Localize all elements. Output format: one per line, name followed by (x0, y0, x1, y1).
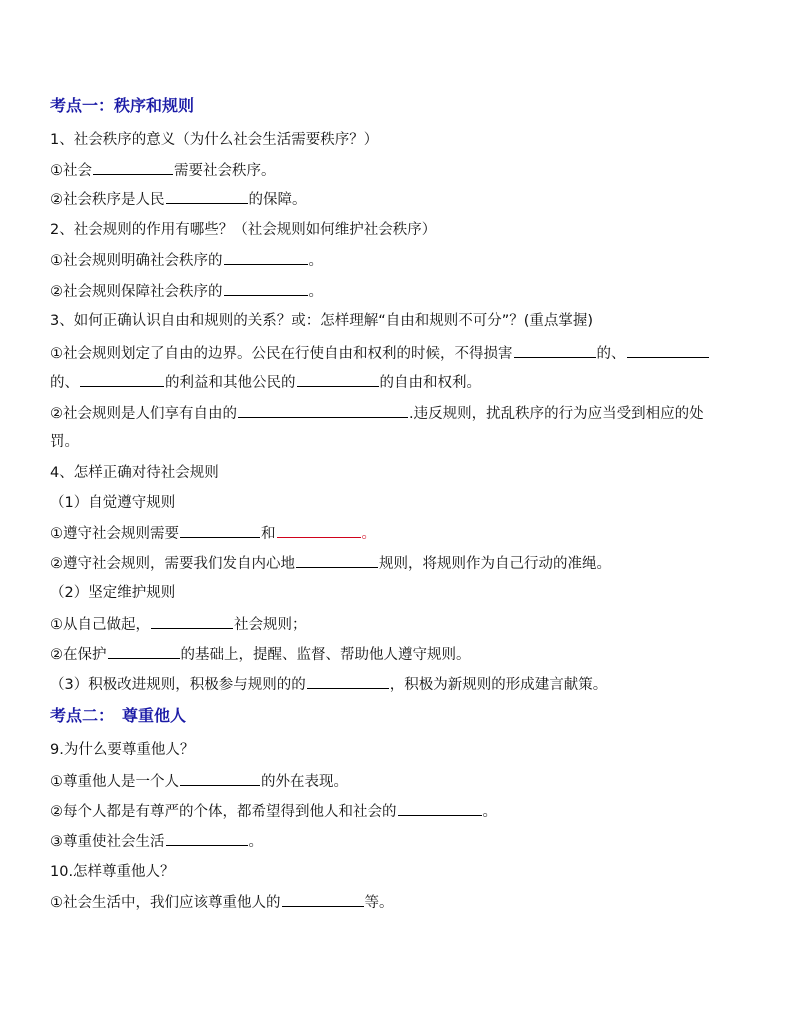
answer-line (50, 801, 497, 822)
answer-text: 的保障。 (248, 192, 307, 208)
answer-blank[interactable] (627, 343, 709, 358)
question-4: 4、怎样正确对待社会规则 (50, 465, 219, 481)
answer-blank[interactable] (224, 250, 308, 265)
answer-text: 的自由和权利。 (379, 375, 481, 391)
answer-line (50, 771, 348, 792)
answer-blank[interactable] (398, 801, 482, 816)
answer-text: ②社会秩序是人民 (50, 192, 165, 208)
answer-blank[interactable] (307, 674, 389, 689)
answer-line (50, 160, 276, 181)
answer-text: 的基础上，提醒、监督、帮助他人遵守规则。 (180, 647, 471, 663)
answer-text: 。 (361, 526, 376, 542)
answer-line (50, 644, 471, 665)
answer-blank[interactable] (282, 892, 364, 907)
question-1: 1、社会秩序的意义（为什么社会生活需要秩序？） (50, 132, 379, 148)
section-title-2: 考点二： 尊重他人 (50, 706, 187, 725)
answer-blank[interactable] (166, 189, 248, 204)
answer-text: ②遵守社会规则，需要我们发自内心地 (50, 556, 295, 572)
answer-text: 。 (308, 253, 323, 269)
answer-text: ①尊重他人是一个人 (50, 774, 179, 790)
answer-line (50, 614, 307, 635)
answer-line (50, 372, 481, 393)
answer-line (50, 403, 704, 424)
answer-text: ①社会 (50, 163, 92, 179)
answer-line (50, 831, 263, 852)
answer-text: ，积极为新规则的形成建言献策。 (389, 677, 608, 693)
subheading (50, 674, 607, 695)
question-3: 3、如何正确认识自由和规则的关系？或：怎样理解“自由和规则不可分”？(重点掌握) (50, 313, 594, 329)
answer-text: 。 (308, 284, 323, 300)
answer-text: ①从自己做起， (50, 617, 150, 633)
subheading: （2）坚定维护规则 (50, 585, 176, 601)
answer-text: ③尊重使社会生活 (50, 834, 165, 850)
answer-text: ②社会规则保障社会秩序的 (50, 284, 223, 300)
answer-line-continued: 罚。 (50, 434, 79, 450)
answer-text: 的、 (50, 375, 79, 391)
answer-text: ②每个人都是有尊严的个体，都希望得到他人和社会的 (50, 804, 397, 820)
answer-line (50, 892, 394, 913)
answer-blank[interactable] (296, 553, 378, 568)
answer-text: 。 (248, 834, 263, 850)
answer-text: ②社会规则是人们享有自由的 (50, 406, 237, 422)
answer-text: 的、 (596, 346, 626, 362)
answer-text: 社会规则； (234, 617, 307, 633)
answer-text: 等。 (364, 895, 394, 911)
answer-blank[interactable] (180, 523, 260, 538)
answer-blank[interactable] (277, 523, 361, 538)
subheading: （1）自觉遵守规则 (50, 495, 176, 511)
answer-blank[interactable] (297, 372, 379, 387)
answer-text: ①社会规则划定了自由的边界。公民在行使自由和权利的时候，不得损害 (50, 346, 513, 362)
answer-text: ①社会生活中，我们应该尊重他人的 (50, 895, 281, 911)
answer-blank[interactable] (180, 771, 260, 786)
answer-text: 需要社会秩序。 (174, 163, 276, 179)
answer-blank[interactable] (224, 281, 308, 296)
answer-text: .违反规则，扰乱秩序的行为应当受到相应的处 (409, 406, 704, 422)
answer-line (50, 343, 710, 364)
answer-blank[interactable] (151, 614, 233, 629)
question-2: 2、社会规则的作用有哪些？（社会规则如何维护社会秩序） (50, 222, 437, 238)
answer-text: 的外在表现。 (261, 774, 348, 790)
answer-blank[interactable] (514, 343, 596, 358)
answer-blank[interactable] (108, 644, 180, 659)
answer-blank[interactable] (166, 831, 248, 846)
question-9: 9.为什么要尊重他人？ (50, 742, 195, 758)
answer-text: （3）积极改进规则，积极参与规则的的 (50, 677, 306, 693)
answer-line (50, 281, 323, 302)
answer-text: ①遵守社会规则需要 (50, 526, 179, 542)
answer-text: ①社会规则明确社会秩序的 (50, 253, 223, 269)
section-title-1: 考点一：秩序和规则 (50, 96, 195, 115)
answer-text: 和 (261, 526, 276, 542)
question-10: 10.怎样尊重他人？ (50, 864, 175, 880)
answer-text: 规则，将规则作为自己行动的准绳。 (379, 556, 611, 572)
answer-blank[interactable] (93, 160, 173, 175)
answer-line (50, 553, 611, 574)
answer-text: ②在保护 (50, 647, 107, 663)
answer-text: 的利益和其他公民的 (165, 375, 296, 391)
answer-blank[interactable] (238, 403, 408, 418)
answer-line (50, 189, 307, 210)
answer-blank[interactable] (80, 372, 164, 387)
answer-line (50, 250, 323, 271)
answer-line (50, 523, 376, 544)
answer-text: 。 (482, 804, 497, 820)
